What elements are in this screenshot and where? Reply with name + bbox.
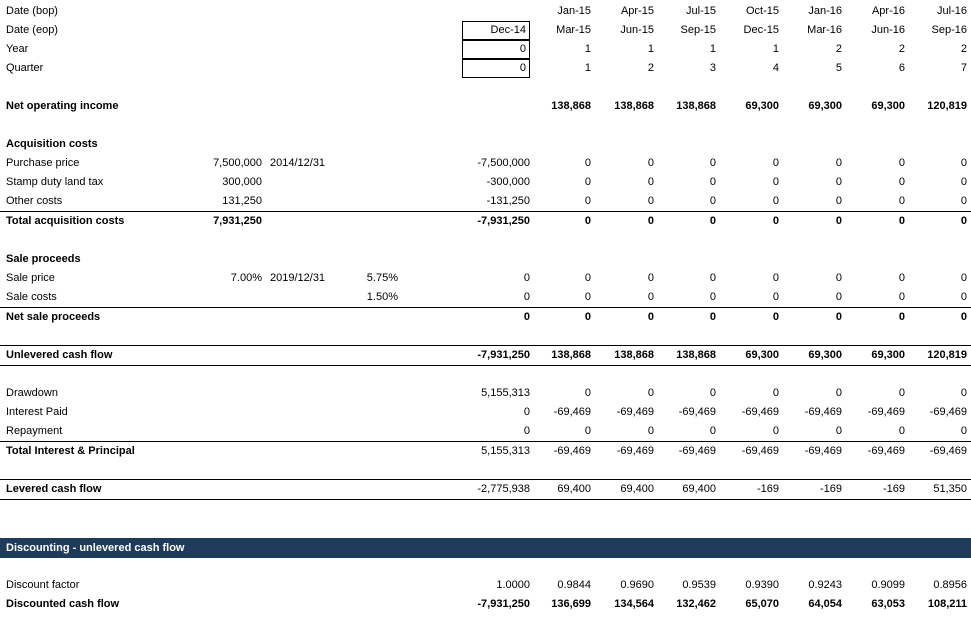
quarter-cell[interactable]: 3	[709, 62, 716, 74]
purchase-price-row	[0, 154, 971, 173]
discounting-banner	[0, 538, 971, 558]
drawdown-cell[interactable]: 0	[835, 387, 842, 399]
total-acquisition-cell[interactable]: 0	[960, 215, 967, 227]
total-debt-cell[interactable]: -69,469	[867, 445, 905, 457]
stamp-duty-cell[interactable]: 0	[960, 176, 967, 188]
levered-cell[interactable]: 69,400	[557, 483, 591, 495]
discount-factor-cell[interactable]: 0.9690	[620, 579, 654, 591]
unlevered-label: Unlevered cash flow	[6, 349, 113, 361]
total-acquisition-t0[interactable]: -7,931,250	[477, 215, 530, 227]
purchase-cell[interactable]: 0	[835, 157, 842, 169]
discounted-cf-cell[interactable]: 132,462	[676, 598, 716, 610]
sale-price-cell[interactable]: 0	[647, 272, 654, 284]
interest-label: Interest Paid	[6, 406, 68, 418]
interest-cell[interactable]: -69,469	[741, 406, 779, 418]
total-acquisition-row	[0, 212, 971, 231]
other-costs-cell[interactable]: 0	[584, 195, 591, 207]
repayment-row	[0, 422, 971, 441]
discounted-cf-label: Discounted cash flow	[6, 598, 120, 610]
total-acquisition-cell[interactable]: 0	[647, 215, 654, 227]
date-eop-cell[interactable]: Jun-16	[871, 24, 905, 36]
other-costs-label: Other costs	[6, 195, 63, 207]
net-sale-cell[interactable]: 0	[709, 311, 716, 323]
net-sale-t0[interactable]: 0	[523, 311, 530, 323]
stamp-duty-cell[interactable]: 0	[709, 176, 716, 188]
total-debt-row	[0, 442, 971, 461]
drawdown-row	[0, 384, 971, 403]
year-row	[0, 40, 971, 59]
date-bop-cell[interactable]: Oct-15	[745, 5, 779, 17]
quarter-label: Quarter	[6, 62, 44, 74]
net-sale-cell[interactable]: 0	[647, 311, 654, 323]
discount-factor-cell[interactable]: 0.9844	[557, 579, 591, 591]
interest-row	[0, 403, 971, 422]
discounted-cf-cell[interactable]: 63,053	[871, 598, 905, 610]
levered-cell[interactable]: 69,400	[682, 483, 716, 495]
unlevered-cell[interactable]: 120,819	[927, 349, 967, 361]
noi-cell[interactable]: 69,300	[745, 100, 779, 112]
other-costs-cell[interactable]: 0	[709, 195, 716, 207]
purchase-cell[interactable]: 0	[898, 157, 905, 169]
total-debt-cell[interactable]: -69,469	[616, 445, 654, 457]
year-cell[interactable]: 2	[960, 43, 967, 55]
total-acquisition-cell[interactable]: 0	[898, 215, 905, 227]
levered-cell[interactable]: -169	[756, 483, 779, 495]
date-bop-cell[interactable]: Jul-15	[686, 5, 716, 17]
repayment-cell[interactable]: 0	[960, 425, 967, 437]
date-bop-cell[interactable]: Apr-16	[871, 5, 905, 17]
sale-price-cell[interactable]: 0	[898, 272, 905, 284]
discount-factor-cell[interactable]: 0.9099	[871, 579, 905, 591]
date-bop-cell[interactable]: Jul-16	[937, 5, 967, 17]
date-eop-cell[interactable]: Mar-16	[807, 24, 842, 36]
sale-costs-cell[interactable]: 0	[772, 291, 779, 303]
unlevered-cell[interactable]: 69,300	[808, 349, 842, 361]
sale-price-row	[0, 269, 971, 288]
drawdown-t0[interactable]: 5,155,313	[481, 387, 530, 399]
unlevered-cell[interactable]: 69,300	[745, 349, 779, 361]
drawdown-cell[interactable]: 0	[898, 387, 905, 399]
discount-factor-cell[interactable]: 0.9243	[808, 579, 842, 591]
quarter-cell[interactable]: 5	[835, 62, 842, 74]
year-cell[interactable]: 1	[709, 43, 716, 55]
repayment-cell[interactable]: 0	[898, 425, 905, 437]
levered-cell[interactable]: 51,350	[933, 483, 967, 495]
base-date-input-cell[interactable]: Dec-14	[462, 21, 530, 40]
stamp-duty-cell[interactable]: 0	[898, 176, 905, 188]
levered-bottom-divider	[0, 499, 971, 500]
repayment-cell[interactable]: 0	[835, 425, 842, 437]
date-eop-cell[interactable]: Mar-15	[556, 24, 591, 36]
levered-t0[interactable]: -2,775,938	[477, 483, 530, 495]
other-costs-cell[interactable]: 0	[898, 195, 905, 207]
discounted-cf-cell[interactable]: 64,054	[808, 598, 842, 610]
discounted-cf-cell[interactable]: 134,564	[614, 598, 654, 610]
sale-costs-extra[interactable]: 1.50%	[366, 291, 398, 303]
date-bop-cell[interactable]: Jan-15	[557, 5, 591, 17]
date-eop-row	[0, 21, 971, 40]
purchase-price-label: Purchase price	[6, 157, 80, 169]
base-year-input-cell[interactable]: 0	[462, 40, 530, 59]
quarter-cell[interactable]: 4	[772, 62, 779, 74]
other-costs-cell[interactable]: 0	[835, 195, 842, 207]
base-quarter-input-cell[interactable]: 0	[462, 59, 530, 78]
total-debt-cell[interactable]: -69,469	[741, 445, 779, 457]
date-eop-label: Date (eop)	[6, 24, 58, 36]
discounted-cf-cell[interactable]: 136,699	[551, 598, 591, 610]
drawdown-cell[interactable]: 0	[709, 387, 716, 399]
stamp-duty-t0[interactable]: -300,000	[486, 176, 530, 188]
total-acquisition-cell[interactable]: 0	[835, 215, 842, 227]
quarter-row	[0, 59, 971, 78]
unlevered-bottom-divider	[0, 365, 971, 366]
repayment-cell[interactable]: 0	[584, 425, 591, 437]
unlevered-t0[interactable]: -7,931,250	[477, 349, 530, 361]
date-eop-cell[interactable]: Sep-16	[931, 24, 967, 36]
drawdown-cell[interactable]: 0	[584, 387, 591, 399]
sale-price-rate[interactable]: 7.00%	[230, 272, 262, 284]
noi-cell[interactable]: 69,300	[871, 100, 905, 112]
other-costs-row	[0, 192, 971, 211]
discount-factor-cell[interactable]: 0.9539	[682, 579, 716, 591]
quarter-cell[interactable]: 6	[898, 62, 905, 74]
other-costs-t0[interactable]: -131,250	[486, 195, 530, 207]
year-cell[interactable]: 1	[772, 43, 779, 55]
stamp-duty-amount[interactable]: 300,000	[222, 176, 262, 188]
noi-label: Net operating income	[6, 100, 119, 112]
total-acquisition-cell[interactable]: 0	[709, 215, 716, 227]
sale-price-t0[interactable]: 0	[523, 272, 530, 284]
net-sale-cell[interactable]: 0	[584, 311, 591, 323]
sale-costs-row	[0, 288, 971, 307]
stamp-duty-cell[interactable]: 0	[772, 176, 779, 188]
date-bop-cell[interactable]: Apr-15	[620, 5, 654, 17]
sale-costs-cell[interactable]: 0	[709, 291, 716, 303]
discounted-cf-cell[interactable]: 108,211	[927, 598, 967, 610]
interest-cell[interactable]: -69,469	[616, 406, 654, 418]
stamp-duty-row	[0, 173, 971, 192]
acquisition-title: Acquisition costs	[6, 138, 98, 150]
sale-date[interactable]: 2019/12/31	[270, 272, 326, 284]
other-costs-amount[interactable]: 131,250	[222, 195, 262, 207]
net-sale-label: Net sale proceeds	[6, 311, 101, 323]
unlevered-cell[interactable]: 138,868	[676, 349, 716, 361]
repayment-t0[interactable]: 0	[523, 425, 530, 437]
noi-cell[interactable]: 120,819	[927, 100, 967, 112]
total-debt-cell[interactable]: -69,469	[804, 445, 842, 457]
purchase-cell[interactable]: 0	[709, 157, 716, 169]
sale-costs-cell[interactable]: 0	[584, 291, 591, 303]
noi-cell[interactable]: 138,868	[614, 100, 654, 112]
drawdown-cell[interactable]: 0	[772, 387, 779, 399]
drawdown-cell[interactable]: 0	[647, 387, 654, 399]
net-sale-cell[interactable]: 0	[898, 311, 905, 323]
stamp-duty-cell[interactable]: 0	[584, 176, 591, 188]
unlevered-cell[interactable]: 138,868	[551, 349, 591, 361]
repayment-cell[interactable]: 0	[709, 425, 716, 437]
noi-cell[interactable]: 69,300	[808, 100, 842, 112]
noi-cell[interactable]: 138,868	[551, 100, 591, 112]
interest-t0[interactable]: 0	[523, 406, 530, 418]
sale-price-cell[interactable]: 0	[584, 272, 591, 284]
discount-factor-row	[0, 576, 971, 595]
year-cell[interactable]: 1	[647, 43, 654, 55]
purchase-t0[interactable]: -7,500,000	[477, 157, 530, 169]
purchase-cell[interactable]: 0	[960, 157, 967, 169]
date-bop-cell[interactable]: Jan-16	[808, 5, 842, 17]
total-debt-label: Total Interest & Principal	[6, 445, 135, 457]
sale-costs-t0[interactable]: 0	[523, 291, 530, 303]
sale-costs-cell[interactable]: 0	[898, 291, 905, 303]
levered-cell[interactable]: -169	[882, 483, 905, 495]
total-acquisition-cell[interactable]: 0	[584, 215, 591, 227]
total-acquisition-label: Total acquisition costs	[6, 215, 125, 227]
drawdown-cell[interactable]: 0	[960, 387, 967, 399]
acquisition-title-row	[0, 135, 971, 154]
date-bop-label: Date (bop)	[6, 5, 58, 17]
purchase-cell[interactable]: 0	[584, 157, 591, 169]
noi-cell[interactable]: 138,868	[676, 100, 716, 112]
unlevered-row	[0, 346, 971, 365]
total-debt-cell[interactable]: -69,469	[678, 445, 716, 457]
sale-price-cell[interactable]: 0	[709, 272, 716, 284]
total-debt-cell[interactable]: -69,469	[553, 445, 591, 457]
discounted-cf-row	[0, 595, 971, 614]
year-cell[interactable]: 2	[898, 43, 905, 55]
interest-cell[interactable]: -69,469	[804, 406, 842, 418]
sale-price-label: Sale price	[6, 272, 55, 284]
quarter-cell[interactable]: 2	[647, 62, 654, 74]
noi-row	[0, 97, 971, 116]
interest-cell[interactable]: -69,469	[867, 406, 905, 418]
repayment-cell[interactable]: 0	[772, 425, 779, 437]
quarter-cell[interactable]: 1	[584, 62, 591, 74]
other-costs-cell[interactable]: 0	[772, 195, 779, 207]
sale-price-cell[interactable]: 0	[772, 272, 779, 284]
date-eop-cell[interactable]: Jun-15	[620, 24, 654, 36]
interest-cell[interactable]: -69,469	[678, 406, 716, 418]
date-bop-row	[0, 2, 971, 21]
purchase-cell[interactable]: 0	[647, 157, 654, 169]
sale-costs-label: Sale costs	[6, 291, 57, 303]
net-sale-cell[interactable]: 0	[772, 311, 779, 323]
total-acquisition-amount[interactable]: 7,931,250	[213, 215, 262, 227]
unlevered-cell[interactable]: 69,300	[871, 349, 905, 361]
year-cell[interactable]: 1	[584, 43, 591, 55]
other-costs-cell[interactable]: 0	[960, 195, 967, 207]
discounting-banner-title: Discounting - unlevered cash flow	[6, 542, 185, 554]
sale-title: Sale proceeds	[6, 253, 81, 265]
sale-price-cell[interactable]: 0	[960, 272, 967, 284]
drawdown-label: Drawdown	[6, 387, 58, 399]
sale-costs-cell[interactable]: 0	[835, 291, 842, 303]
discounted-cf-t0[interactable]: -7,931,250	[477, 598, 530, 610]
repayment-label: Repayment	[6, 425, 63, 437]
sale-price-cell[interactable]: 0	[835, 272, 842, 284]
sale-costs-cell[interactable]: 0	[960, 291, 967, 303]
repayment-cell[interactable]: 0	[647, 425, 654, 437]
discount-factor-label: Discount factor	[6, 579, 80, 591]
stamp-duty-label: Stamp duty land tax	[6, 176, 104, 188]
other-costs-cell[interactable]: 0	[647, 195, 654, 207]
date-eop-cell[interactable]: Dec-15	[743, 24, 779, 36]
levered-cell[interactable]: -169	[819, 483, 842, 495]
total-debt-cell[interactable]: -69,469	[929, 445, 967, 457]
discount-factor-t0[interactable]: 1.0000	[496, 579, 530, 591]
levered-label: Levered cash flow	[6, 483, 102, 495]
discounted-cf-cell[interactable]: 65,070	[745, 598, 779, 610]
interest-cell[interactable]: -69,469	[929, 406, 967, 418]
purchase-price-amount[interactable]: 7,500,000	[213, 157, 262, 169]
unlevered-cell[interactable]: 138,868	[614, 349, 654, 361]
total-acquisition-cell[interactable]: 0	[772, 215, 779, 227]
sale-costs-cell[interactable]: 0	[647, 291, 654, 303]
discount-factor-cell[interactable]: 0.9390	[745, 579, 779, 591]
stamp-duty-cell[interactable]: 0	[835, 176, 842, 188]
net-sale-row	[0, 308, 971, 327]
quarter-cell[interactable]: 7	[960, 62, 967, 74]
discount-factor-cell[interactable]: 0.8956	[933, 579, 967, 591]
purchase-cell[interactable]: 0	[772, 157, 779, 169]
year-cell[interactable]: 2	[835, 43, 842, 55]
levered-cell[interactable]: 69,400	[620, 483, 654, 495]
total-debt-t0[interactable]: 5,155,313	[481, 445, 530, 457]
year-label: Year	[6, 43, 29, 55]
net-sale-cell[interactable]: 0	[960, 311, 967, 323]
date-eop-cell[interactable]: Sep-15	[680, 24, 716, 36]
purchase-date[interactable]: 2014/12/31	[270, 157, 326, 169]
sale-price-extra[interactable]: 5.75%	[366, 272, 398, 284]
stamp-duty-cell[interactable]: 0	[647, 176, 654, 188]
interest-cell[interactable]: -69,469	[553, 406, 591, 418]
levered-row	[0, 480, 971, 499]
sale-title-row	[0, 250, 971, 269]
net-sale-cell[interactable]: 0	[835, 311, 842, 323]
